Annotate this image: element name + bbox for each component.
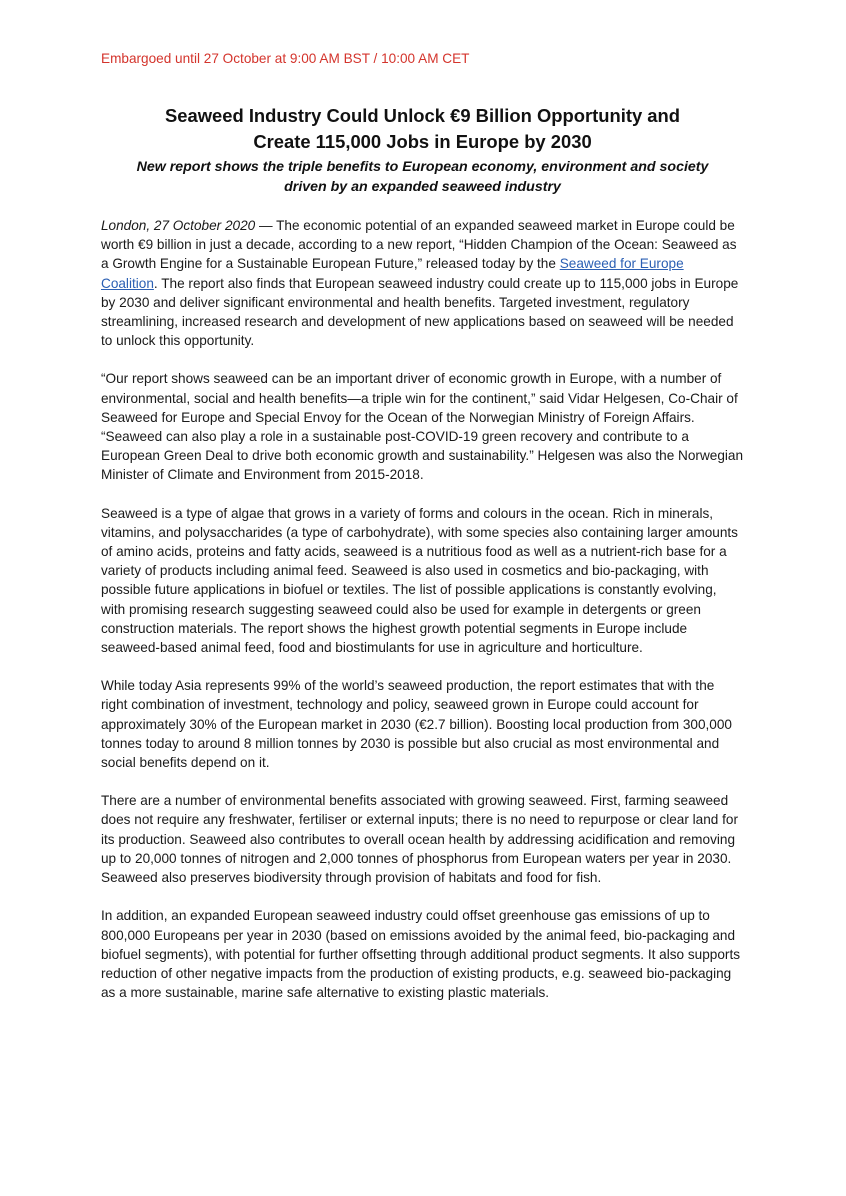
seaweed-for-europe-link[interactable]: Seaweed for Europe Coalition — [101, 256, 684, 291]
paragraph-emissions: In addition, an expanded European seaweed industry could offset greenhouse gas emissions of up to 800,000 Europeans per year in 2030 (based on emissions avoided by the animal feed, bio-packaging and biofuel segments), with potential for further offsetting through additional product segments. It also supports reduction of other negative impacts from the production of existing products, e.g. seaweed bio-packaging as a more sustainable, marine safe alternative to existing plastic materials. — [101, 908, 741, 1001]
paragraph-environmental-benefits: There are a number of environmental benefits associated with growing seaweed. First, farming seaweed does not require any freshwater, fertiliser or external inputs; there is no need to repurpose or clear land for its production. Seaweed also contributes to overall ocean health by addressing acidification and removing up to 20,000 tonnes of nitrogen and 2,000 tonnes of phosphorus from European waters per year in 2030. Seaweed also preserves biodiversity through provision of habitats and food for fish. — [101, 793, 738, 886]
subtitle-line-1: New report shows the triple benefits to European economy, environment and society — [136, 159, 709, 175]
title-line-2: Create 115,000 Jobs in Europe by 2030 — [253, 131, 592, 152]
title-line-1: Seaweed Industry Could Unlock €9 Billion Opportunity and — [165, 105, 680, 126]
press-release-subtitle — [101, 157, 744, 197]
intro-text-before-link: — The economic potential of an expanded seaweed market in Europe could be worth €9 billion in just a decade, according to a new report, “Hidden Champion of the Ocean: Seaweed as a Growth Engine for a Sustainable European Future,” released today by the — [101, 218, 737, 272]
paragraph-seaweed-description: Seaweed is a type of algae that grows in a variety of forms and colours in the ocean. Rich in minerals, vitamins, and polysaccharides (a type of carbohydrate), with some species also containing larger amounts of amino acids, proteins and fatty acids, seaweed is a nutritious food as well as a nutrient-rich base for a variety of products including animal feed. Seaweed is also used in cosmetics and bio-packaging, with possible future applications in biofuel or textiles. The list of possible applications is constantly evolving, with promising research suggesting seaweed could also be used for example in detergents or green construction materials. The report shows the highest growth potential segments in Europe include seaweed-based animal feed, food and biostimulants for use in agriculture and horticulture. — [101, 505, 738, 656]
dateline: London, 27 October 2020 — [101, 218, 256, 233]
paragraph-market-share: While today Asia represents 99% of the world’s seaweed production, the report estimates that with the right combination of investment, technology and policy, seaweed grown in Europe could account for approximately 30% of the European market in 2030 (€2.7 billion). Boosting local production from 300,000 tonnes today to around 8 million tonnes by 2030 is possible but also crucial as most environmental and social benefits depend on it. — [101, 678, 732, 771]
paragraph-intro — [101, 216, 744, 350]
embargo-notice: Embargoed until 27 October at 9:00 AM BST / 10:00 AM CET — [101, 51, 470, 66]
intro-text-after-link: . The report also finds that European seaweed industry could create up to 115,000 jobs in Europe by 2030 and deliver significant environmental and health benefits. Targeted investment, regulatory streamlining, increased research and development of new applications based on seaweed will be needed to unlock this opportunity. — [101, 275, 739, 349]
subtitle-line-2: driven by an expanded seaweed industry — [284, 179, 561, 195]
press-release-title — [101, 103, 744, 155]
paragraph-quote: “Our report shows seaweed can be an important driver of economic growth in Europe, with a number of environmental, social and health benefits—a triple win for the continent,” said Vidar Helgesen, Co-Chair of Seaweed for Europe and Special Envoy for the Ocean of the Norwegian Ministry of Foreign Affairs. “Seaweed can also play a role in a sustainable post-COVID-19 green recovery and contribute to a European Green Deal to drive both economic growth and sustainability.” Helgesen was also the Norwegian Minister of Climate and Environment from 2015-2018. — [101, 371, 744, 483]
